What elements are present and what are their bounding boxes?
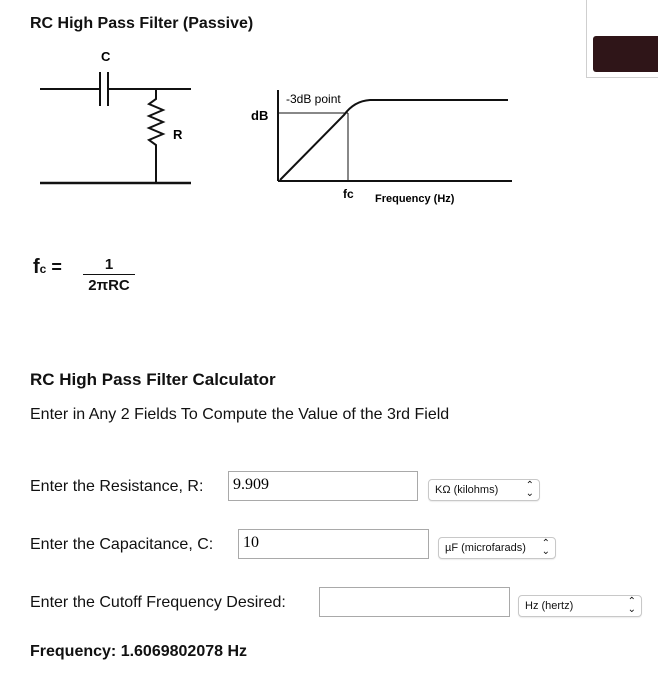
frequency-result: Frequency: 1.6069802078 Hz: [30, 643, 248, 660]
graph-y-label: dB: [251, 108, 269, 123]
page-title: RC High Pass Filter (Passive): [30, 15, 254, 32]
capacitance-unit-value: µF (microfarads): [445, 542, 526, 554]
formula-lhs-sub: c: [39, 262, 47, 276]
resistance-unit-value: KΩ (kilohms): [435, 484, 499, 496]
resistance-label: Enter the Resistance, R:: [30, 478, 204, 495]
frequency-input[interactable]: [319, 587, 510, 617]
graph-fc-label: fc: [343, 187, 354, 201]
chevron-up-down-icon: ⌃ ⌄: [525, 480, 534, 499]
capacitance-label: Enter the Capacitance, C:: [30, 536, 214, 553]
capacitance-input[interactable]: 10: [238, 529, 429, 559]
formula-equals: =: [51, 257, 62, 277]
calculator-instructions: Enter in Any 2 Fields To Compute the Value of the 3rd Field: [30, 406, 450, 423]
formula-lhs-main: f: [33, 256, 40, 278]
resistor-symbol: [149, 89, 163, 183]
top-right-button[interactable]: [593, 36, 658, 72]
cutoff-formula: [33, 256, 130, 294]
formula-fraction: [83, 256, 135, 294]
capacitor-label: C: [101, 49, 111, 64]
chevron-up-down-icon: ⌃ ⌄: [627, 596, 636, 615]
formula-numerator: 1: [104, 256, 114, 273]
frequency-label: Enter the Cutoff Frequency Desired:: [30, 594, 286, 611]
resistor-label: R: [173, 127, 183, 142]
capacitance-unit-select[interactable]: [438, 537, 556, 559]
formula-denominator: 2πRC: [88, 277, 130, 294]
resistance-input[interactable]: 9.909: [228, 471, 418, 501]
graph-x-label: Frequency (Hz): [375, 193, 455, 205]
graph-point-label: -3dB point: [286, 92, 341, 106]
chevron-up-down-icon: ⌃ ⌄: [541, 538, 550, 557]
resistance-unit-select[interactable]: [428, 479, 540, 501]
frequency-unit-value: Hz (hertz): [525, 600, 574, 612]
frequency-unit-select[interactable]: [518, 595, 642, 617]
frequency-response-graph: [246, 84, 526, 210]
response-curve: [280, 100, 508, 180]
rc-circuit-diagram: [36, 44, 196, 194]
calculator-title: RC High Pass Filter Calculator: [30, 370, 276, 389]
